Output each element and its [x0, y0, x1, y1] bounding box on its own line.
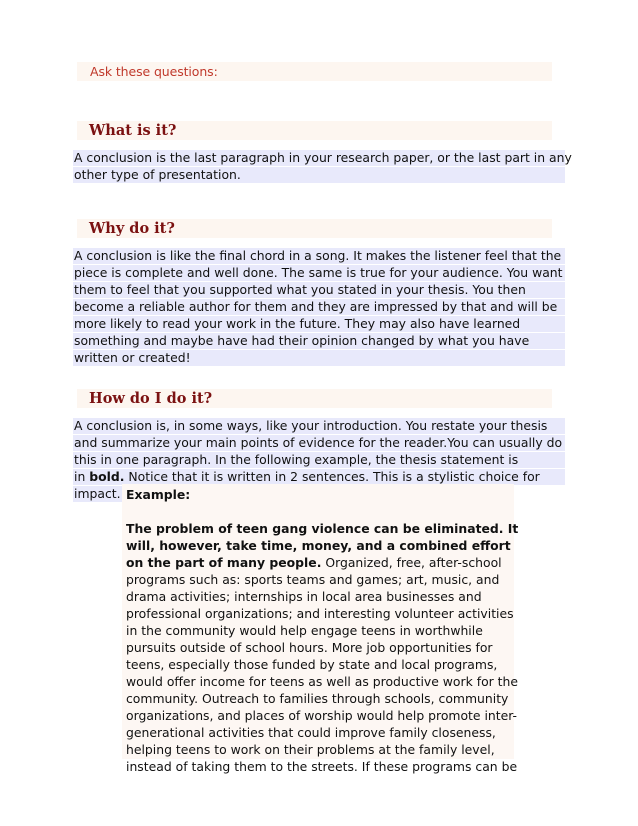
text-line: this in one paragraph. In the following example, the thesis statement is: [73, 452, 565, 469]
text-line: become a reliable author for them and they are impressed by that and will be: [73, 299, 565, 316]
example-label: Example:: [126, 487, 191, 502]
heading-why-do-it: Why do it?: [77, 219, 552, 238]
heading-what-is-it: What is it?: [77, 121, 552, 140]
text-fragment: Organized, free, after-school: [321, 555, 502, 570]
example-line: drama activities; internships in local area businesses and: [126, 589, 482, 604]
example-line: programs such as: sports teams and games; art, music, and: [126, 572, 500, 587]
ask-questions-label: Ask these questions:: [77, 62, 552, 81]
thesis-text: on the part of many people.: [126, 555, 322, 570]
text-line: other type of presentation.: [73, 167, 565, 184]
text-line: A conclusion is, in some ways, like your introduction. You restate your thesis: [73, 418, 565, 435]
example-line: instead of taking them to the streets. If these programs can be: [126, 759, 518, 774]
bold-word: bold.: [89, 469, 125, 484]
text-fragment: Notice that it is written in 2 sentences. This is a stylistic choice for: [124, 469, 540, 484]
example-line: professional organizations; and interesting volunteer activities: [126, 606, 514, 621]
example-line: helping teens to work on their problems at the family level,: [126, 742, 495, 757]
text-line: them to feel that you supported what you stated in your thesis. You then: [73, 282, 565, 299]
text-fragment: in: [74, 469, 90, 484]
example-box: [122, 484, 519, 774]
text-line: A conclusion is like the final chord in a song. It makes the listener feel that the: [73, 248, 565, 265]
text-line: impact.: [74, 486, 121, 501]
paragraph-why-do-it: [73, 248, 565, 367]
heading-how-do-i-do-it: How do I do it?: [77, 389, 552, 408]
thesis-text: will, however, take time, money, and a combined effort: [126, 538, 511, 553]
example-line: pursuits outside of school hours. More job opportunities for: [126, 640, 493, 655]
text-line: written or created!: [73, 350, 565, 367]
example-line: organizations, and places of worship would help promote inter-: [126, 708, 518, 723]
text-line: A conclusion is the last paragraph in your research paper, or the last part in any: [74, 150, 572, 165]
example-line: generational activities that could improve family closeness,: [126, 725, 496, 740]
paragraph-what-is-it: [73, 150, 572, 184]
text-line: more likely to read your work in the future. They may also have learned: [73, 316, 565, 333]
thesis-line: [126, 520, 519, 537]
text-line: something and maybe have had their opinion changed by what you have: [73, 333, 565, 350]
example-line: would offer income for teens as well as productive work for the: [126, 674, 519, 689]
text-line: piece is complete and well done. The same is true for your audience. You want: [73, 265, 565, 282]
example-line: community. Outreach to families through schools, community: [126, 691, 509, 706]
thesis-line: [126, 537, 510, 554]
thesis-line: [126, 554, 510, 571]
thesis-text: The problem of teen gang violence can be eliminated. It: [126, 521, 519, 536]
example-line: teens, especially those funded by state and local programs,: [126, 657, 498, 672]
text-line: and summarize your main points of evidence for the reader.You can usually do: [73, 435, 565, 452]
example-line: in the community would help engage teens in worthwhile: [126, 623, 483, 638]
